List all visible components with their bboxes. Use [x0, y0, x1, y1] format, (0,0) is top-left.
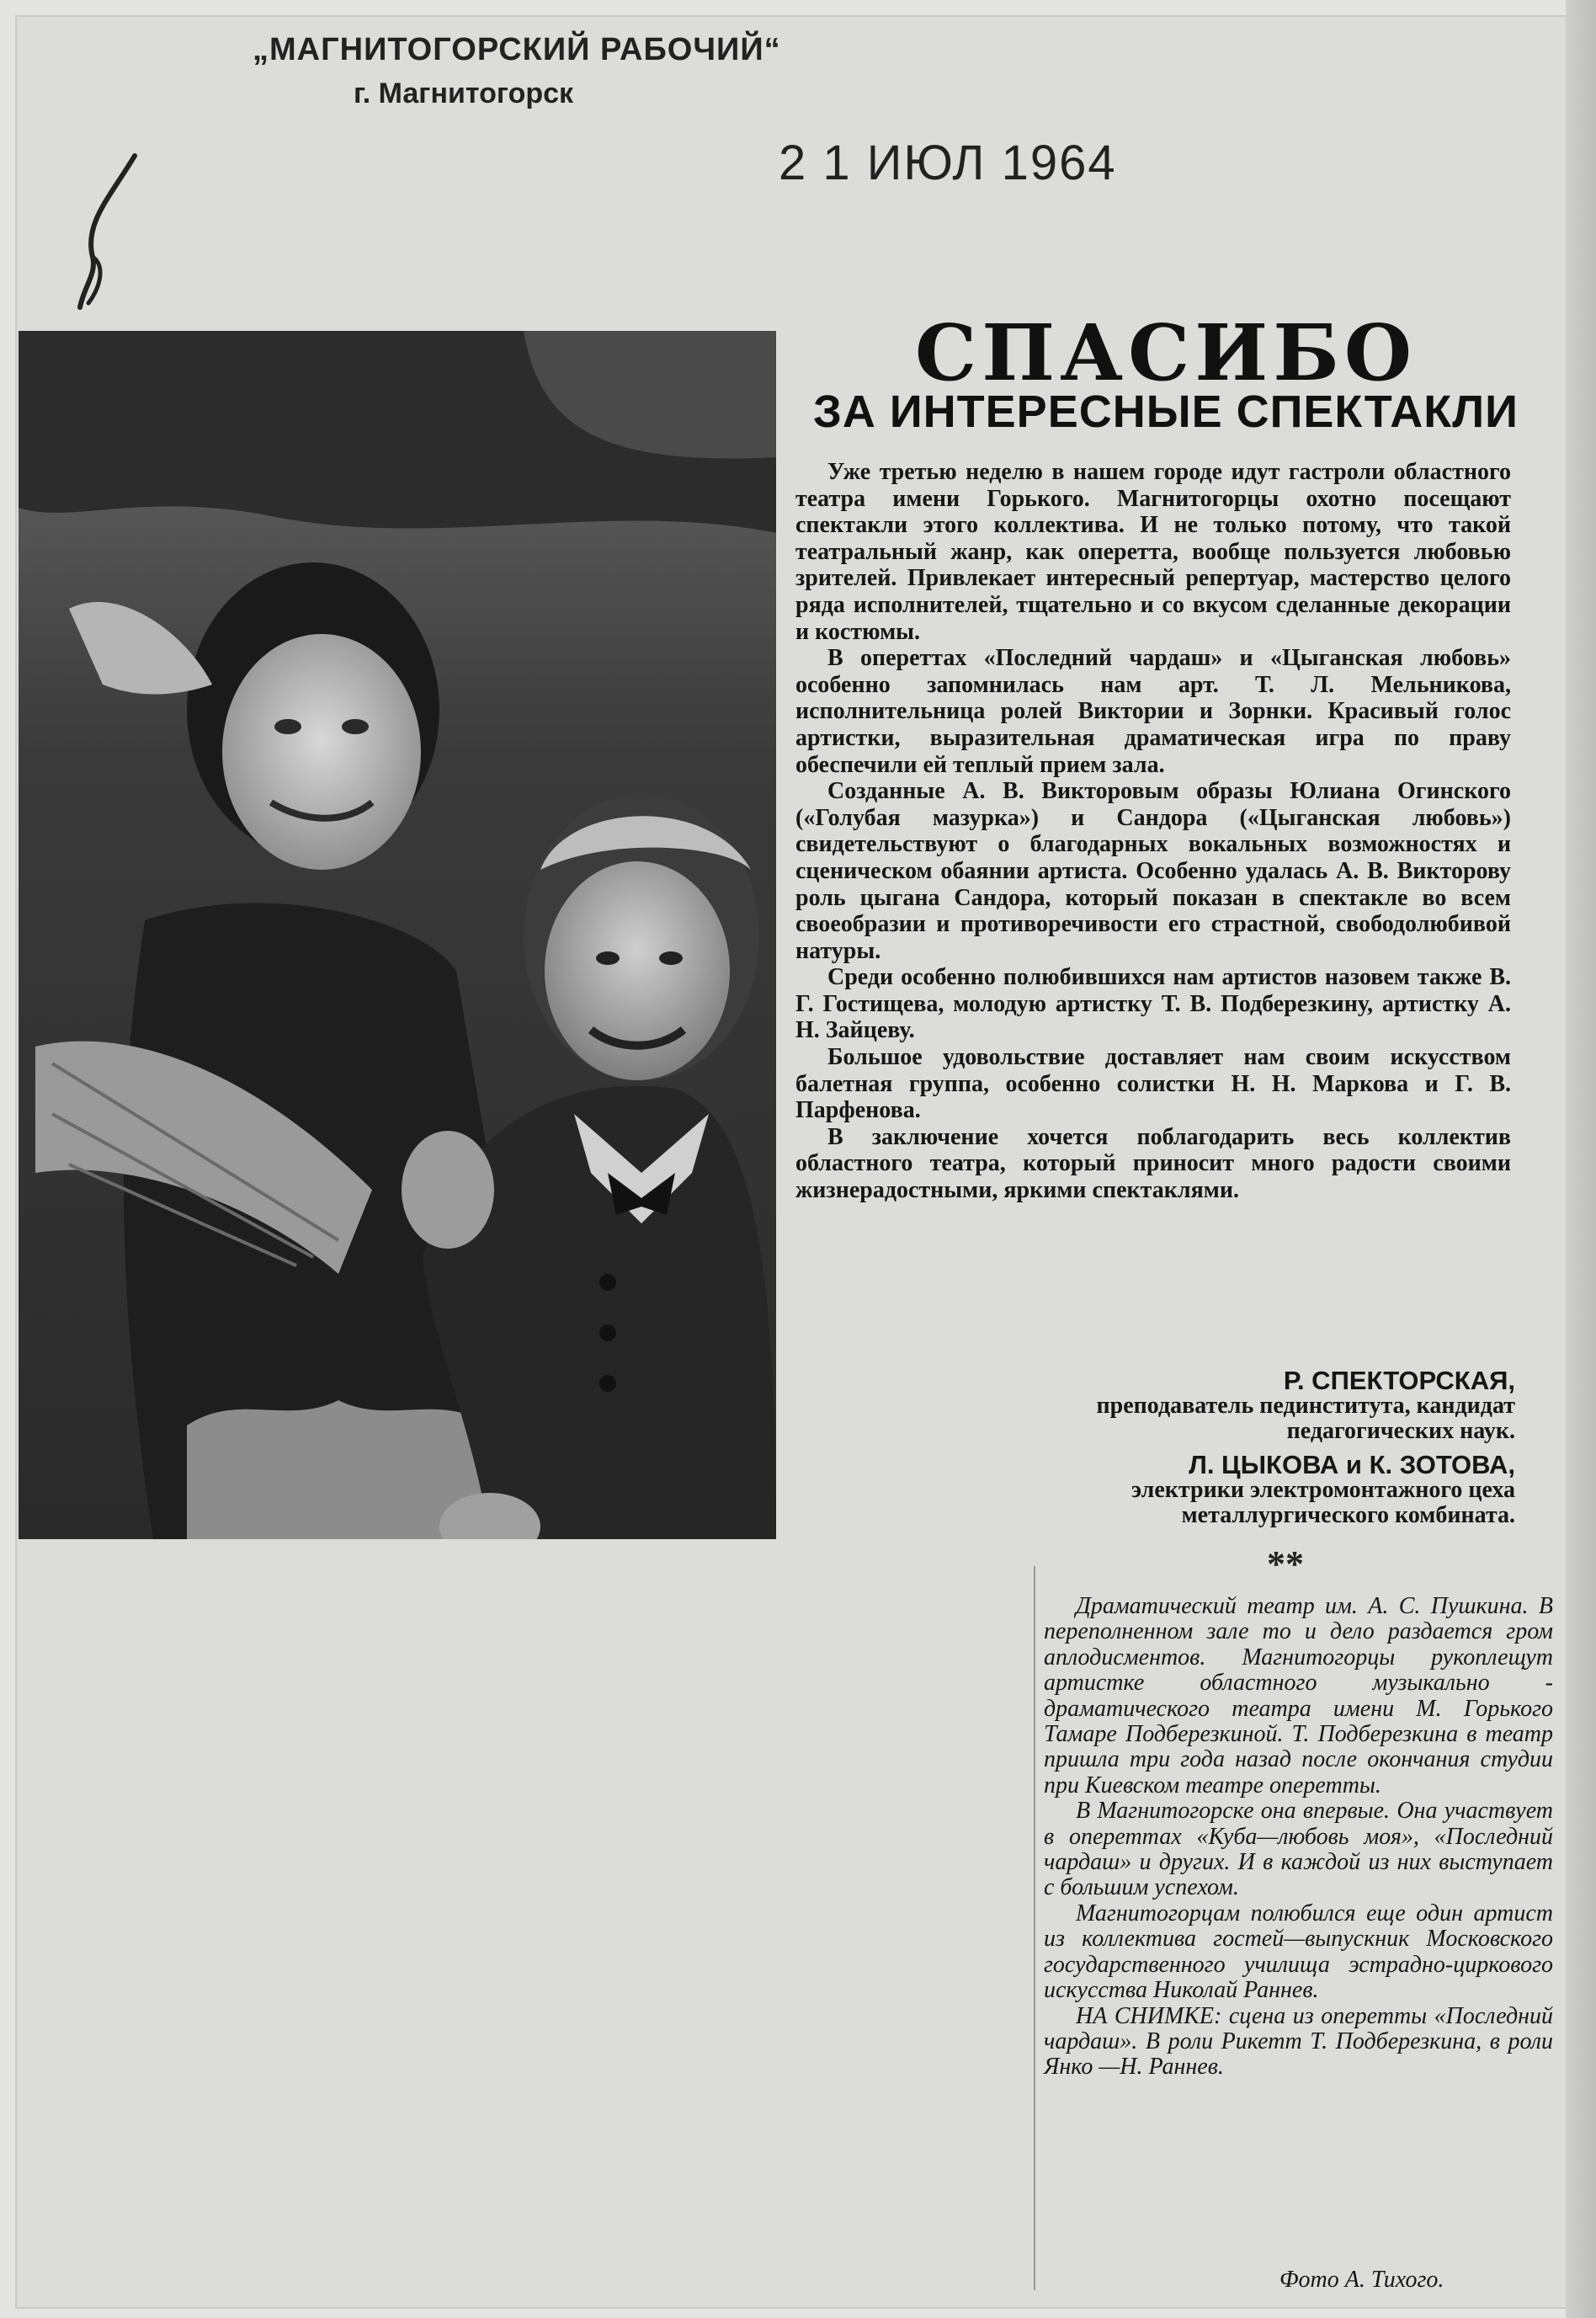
signature-role: преподаватель пединститута, кандидат педагогических наук.	[1096, 1393, 1515, 1444]
city-stamp: г. Магнитогорск	[354, 77, 574, 109]
article-body	[795, 459, 1511, 1204]
article-paragraph: В заключение хочется поблагодарить весь коллектив областного театра, который приносит много радости своими жизнерадостными, яркими спектаклями.	[795, 1123, 1511, 1204]
photo-image-icon	[19, 331, 776, 1539]
signature-name: Л. ЦЫКОВА и К. ЗОТОВА,	[1189, 1450, 1515, 1479]
date-stamp: 2 1 ИЮЛ 1964	[779, 136, 1117, 190]
column-divider	[1034, 1566, 1035, 2290]
note-paragraph: Магнитогорцам полюбился еще один артист из коллектива гостей—выпускник Московского государственного училища эстрадно-циркового искусства Николай Раннев.	[1044, 1900, 1553, 2004]
article-paragraph: Большое удовольствие доставляет нам своим искусством балетная группа, особенно солистки Н. Н. Маркова и Г. В. Парфенова.	[795, 1044, 1511, 1124]
article-paragraph: Среди особенно полюбившихся нам артистов назовем также В. Г. Гостищева, молодую артистку Т. В. Подберезкину, артистку А. Н. Зайцеву.	[795, 964, 1511, 1044]
signature-block-1	[842, 1368, 1515, 1444]
signature-block-2	[842, 1452, 1515, 1528]
theatre-scene-photo	[19, 331, 776, 1539]
article-subtitle: ЗА ИНТЕРЕСНЫЕ СПЕКТАКЛИ	[813, 386, 1519, 437]
review-note	[1044, 1594, 1553, 2081]
note-paragraph: Драматический театр им. А. С. Пушкина. В переполненном зале то и дело раздается гром аплодисментов. Магнитогорцы рукоплещут артистке областного музыкально - драматического театра имени М. Горького Тамаре Подберезкиной. Т. Подберезкина в театр пришла три года назад после окончания студии при Киевском театре оперетты.	[1044, 1593, 1553, 1798]
photo-credit: Фото А. Тихого.	[1279, 2267, 1444, 2293]
signature-role: электрики электромонтажного цеха металлургического комбината.	[1131, 1477, 1515, 1528]
page-edge	[1566, 0, 1596, 2318]
article-paragraph: Созданные А. В. Викторовым образы Юлиана Огинского («Голубая мазурка») и Сандора («Цыганская любовь») свидетельствуют о благодарных вокальных возможностях и сценическом обаянии артиста. Особенно удалась А. В. Викторову роль цыгана Сандора, который показан в спектакле во всем своеобразии и противоречивости его страстной, свободолюбивой натуры.	[795, 778, 1511, 964]
handwritten-mark-icon	[59, 147, 152, 316]
article-title: СПАСИБО	[915, 307, 1417, 398]
article-paragraph: Уже третью неделю в нашем городе идут гастроли областного театра имени Горького. Магнитогорцы охотно посещают спектакли этого коллектива. И не только потому, что такой театральный жанр, как оперетта, вообще пользуется любовью зрителей. Привлекает интересный репертуар, мастерство целого ряда исполнителей, тщательно и со вкусом сделанные декорации и костюмы.	[795, 459, 1511, 645]
note-paragraph: В Магнитогорске она впервые. Она участвует в опереттах «Куба—любовь моя», «Последний чардаш» и других. И в каждой из них выступает с большим успехом.	[1044, 1798, 1553, 1901]
article-paragraph: В опереттах «Последний чардаш» и «Цыганская любовь» особенно запомнилась нам арт. Т. Л. Мельникова, исполнительница ролей Виктории и Зорнки. Красивый голос артистки, выразительная драматическая игра по праву обеспечили ей теплый прием зала.	[795, 645, 1511, 778]
signature-name: Р. СПЕКТОРСКАЯ,	[1283, 1366, 1515, 1395]
newspaper-name-stamp: „МАГНИТОГОРСКИЙ РАБОЧИЙ“	[253, 32, 781, 67]
section-separator: **	[1267, 1543, 1304, 1585]
photo-caption: НА СНИМКЕ: сцена из оперетты «Последний чардаш». В роли Рикетт Т. Подберезкина, в роли Янко —Н. Раннев.	[1044, 2002, 1553, 2081]
